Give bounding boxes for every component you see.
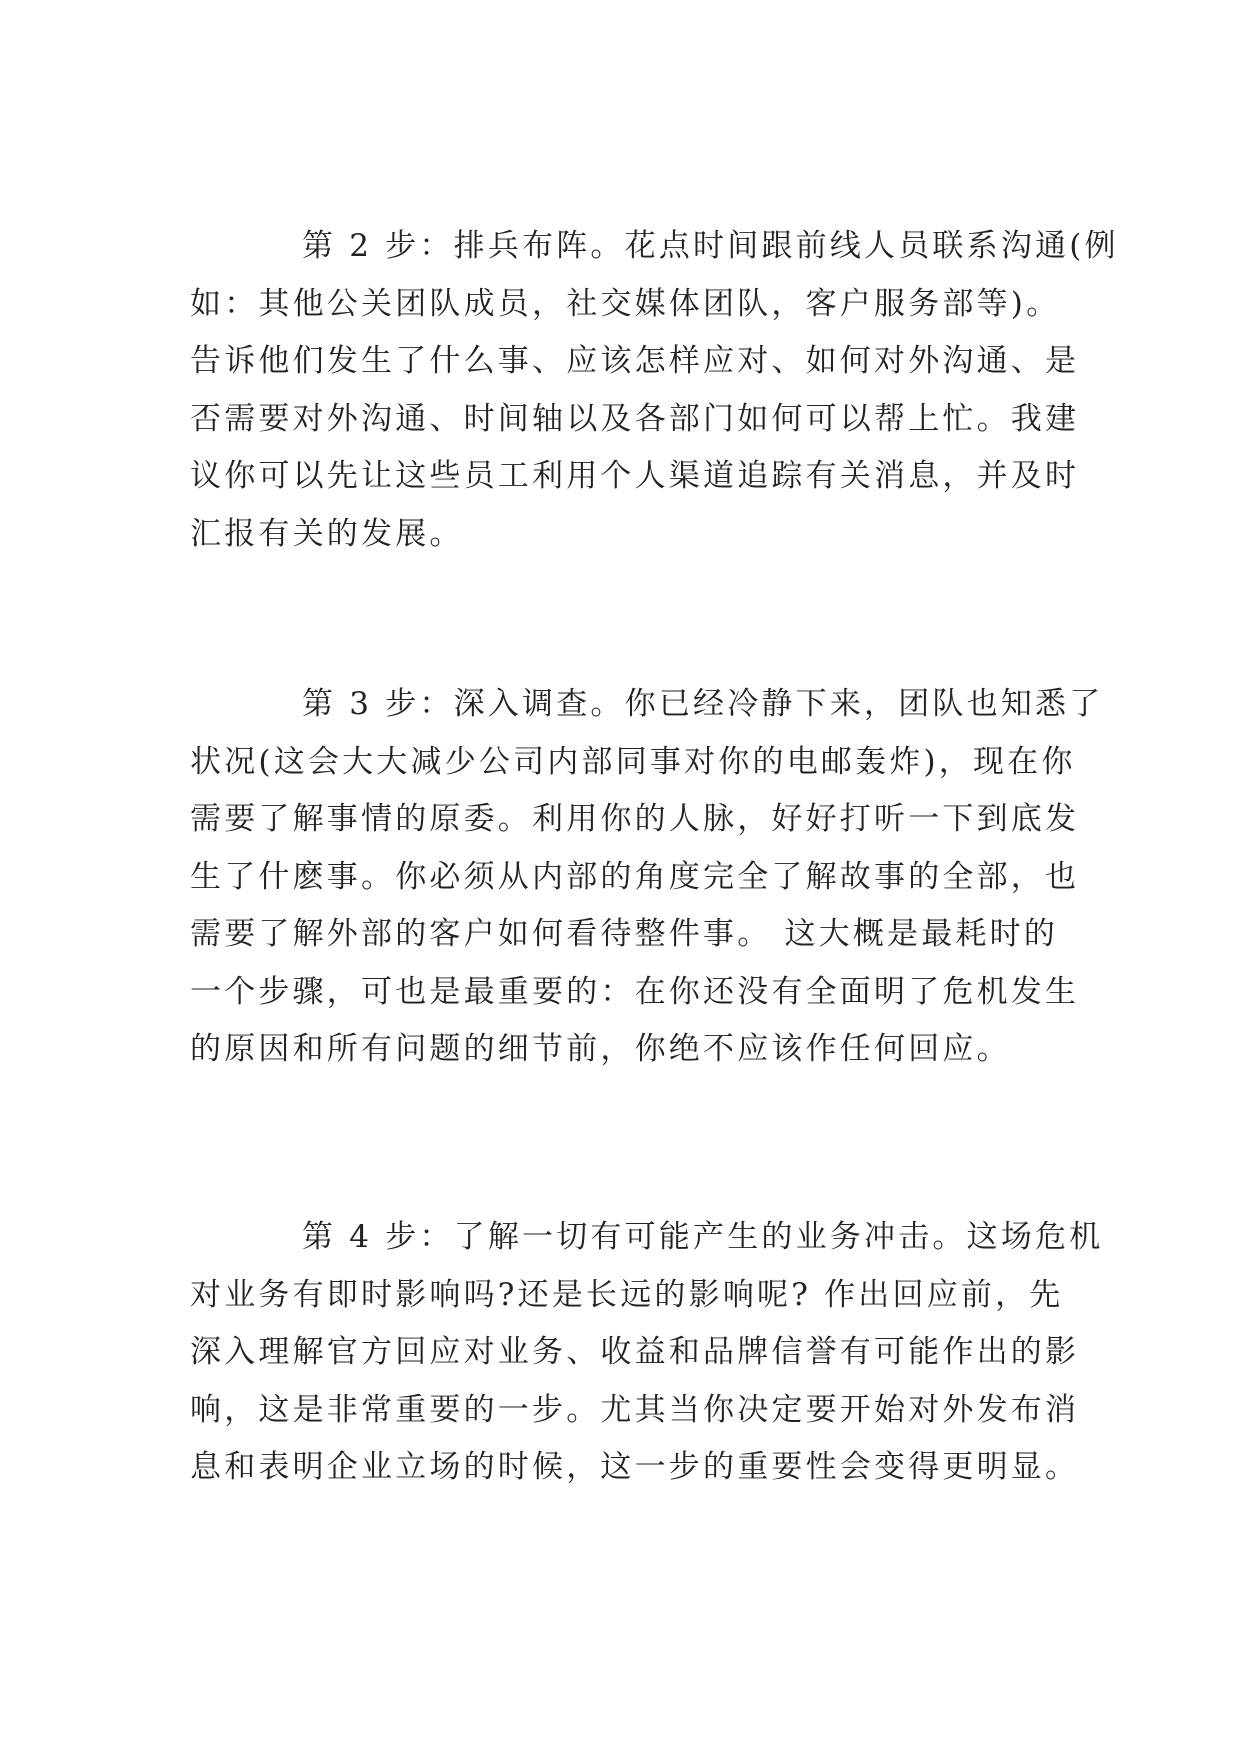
- paragraph-line: 生了什麽事。你必须从内部的角度完全了解故事的全部，也: [190, 858, 1080, 895]
- paragraph-line: 议你可以先让这些员工利用个人渠道追踪有关消息，并及时: [190, 458, 1080, 494]
- paragraph-line: 状况(这会大大减少公司内部同事对你的电邮轰炸)，现在你: [190, 743, 1076, 780]
- paragraph-step-4: [190, 1209, 1104, 1497]
- paragraph-line: 一个步骤，可也是最重要的：在你还没有全面明了危机发生: [190, 973, 1080, 1010]
- paragraph-line: 第 4 步：了解一切有可能产生的业务冲击。这场危机: [302, 1219, 1104, 1255]
- paragraph-line: 需要了解事情的原委。利用你的人脉，好好打听一下到底发: [190, 801, 1080, 837]
- paragraph-line: 深入理解官方回应对业务、收益和品牌信誉有可能作出的影: [190, 1334, 1080, 1370]
- paragraph-line: 对业务有即时影响吗?还是长远的影响呢? 作出回应前，先: [190, 1276, 1064, 1313]
- paragraph-line: 如：其他公关团队成员，社交媒体团队，客户服务部等)。: [190, 285, 1061, 322]
- paragraph-line: 响，这是非常重要的一步。尤其当你决定要开始对外发布消: [190, 1391, 1080, 1428]
- paragraph-line: 汇报有关的发展。: [190, 515, 464, 552]
- paragraph-line: 告诉他们发生了什么事、应该怎样应对、如何对外沟通、是: [190, 343, 1080, 379]
- paragraph-line: 否需要对外沟通、时间轴以及各部门如何可以帮上忙。我建: [190, 400, 1080, 437]
- paragraph-step-2: [190, 218, 1119, 563]
- paragraph-line: 息和表明企业立场的时候，这一步的重要性会变得更明显。: [190, 1449, 1080, 1485]
- paragraph-step-3: [190, 676, 1104, 1079]
- paragraph-line: 需要了解外部的客户如何看待整件事。 这大概是最耗时的: [190, 916, 1059, 952]
- paragraph-line: 的原因和所有问题的细节前，你绝不应该作任何回应。: [190, 1031, 1011, 1067]
- paragraph-line: 第 2 步：排兵布阵。花点时间跟前线人员联系沟通(例: [302, 228, 1119, 264]
- paragraph-line: 第 3 步：深入调查。你已经冷静下来，团队也知悉了: [302, 686, 1104, 722]
